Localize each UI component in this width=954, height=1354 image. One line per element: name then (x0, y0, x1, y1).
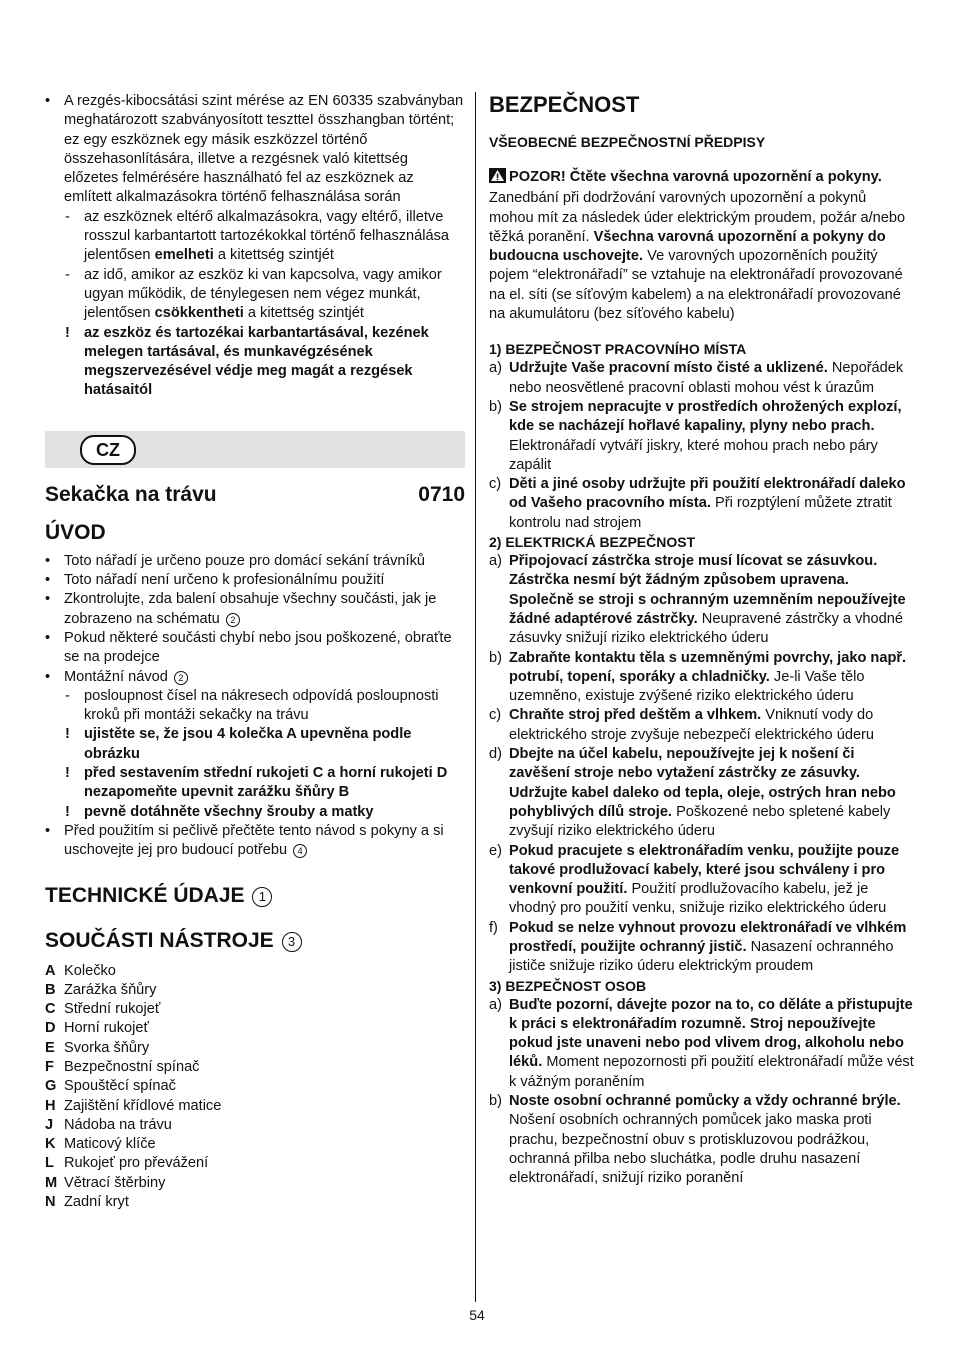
personal-safety-heading: 3) BEZPEČNOST OSOB (489, 977, 647, 994)
assembly-sub: - posloupnost čísel na nákresech odpovídá posloupnosti kroků při montáži sekačky na trávu (65, 687, 439, 724)
assembly-warning: ! ujistěte se, že jsou 4 kolečka A upevněna podle obrázku (65, 726, 412, 762)
part-item: D Horní rukojeť (45, 1020, 149, 1037)
general-warning: POZOR! Čtěte všechna varovná upozornění a pokyny. Zanedbání při dodržování varovných upozornění a pokynů mohou mít za následek úder elektrickým proudem, požár a/nebo těžká poranění. Všechna varovná upozornění a pokyny do budoucna uschovejte. Ve varovných upozorněních použitý pojem “elektronářadí” se vztahuje na elektronářadí provozované na el. síti (se síťovým kabelem) a na elektronářadí provozované na akumulátoru (bez síťového kabelu) (489, 169, 906, 323)
parts-list (45, 962, 465, 1213)
figure-ref: 3 (282, 932, 302, 952)
part-item: A Kolečko (45, 962, 116, 979)
assembly-warning: ! pevně dotáhněte všechny šrouby a matky (65, 803, 374, 820)
intro-bullet: • Zkontrolujte, zda balení obsahuje všechny součásti, jak je zobrazeno na schématu 2 (45, 591, 437, 627)
page-number: 54 (469, 1307, 485, 1323)
part-item: M Větrací štěrbiny (45, 1174, 166, 1191)
part-item: E Svorka šňůry (45, 1039, 150, 1056)
warning-triangle-icon (489, 168, 506, 189)
figure-ref: 1 (252, 887, 272, 907)
language-badge: CZ (80, 435, 136, 465)
parts-heading: SOUČÁSTI NÁSTROJE 3 (45, 928, 465, 954)
part-item: B Zarážka šňůry (45, 981, 157, 998)
safety-item: c) Děti a jiné osoby udržujte při použití elektronářadí daleko od Vašeho pracovního místa. Při rozptýlení můžete ztratit kontrolu nad strojem (489, 476, 906, 531)
product-title-line (45, 482, 465, 508)
part-item: K Maticový klíče (45, 1136, 156, 1153)
vibration-warning: ! az eszköz és tartozékai karbantartásával, kezének melegen tartásával, és munkavégzésének megszervezésével védje meg magát a rezgések hatásaitól (65, 324, 429, 399)
tech-heading: TECHNICKÉ ÚDAJE 1 (45, 883, 465, 909)
figure-ref: 2 (174, 671, 188, 685)
intro-bullet: • Toto nářadí je určeno pouze pro domácí sekání trávníků (45, 552, 426, 569)
vibration-bullet: • A rezgés-kibocsátási szint mérése az EN 60335 szabványban meghatározott szabványosított tesztteI összhangban történt; ez egy eszköznek egy másik eszközzel történő összehasonlítására, illetve a rezgésnek való kitettség előzetes felmérésére használható fel az eszköznek az említett alkalmazásokra történő felhasználása során (45, 93, 464, 206)
part-item: F Bezpečnostní spínač (45, 1058, 200, 1075)
safety-item: f) Pokud se nelze vyhnout provozu elektronářadí ve vlhkém prostředí, použijte ochranný jistič. Nasazení ochranného jističe snižuje riziko úderu elektrickým proudem (489, 919, 907, 975)
right-column (489, 92, 914, 1189)
safety-item: e) Pokud pracujete s elektronářadím venku, použijte pouze takové prodlužovací kabely, které jsou schváleny i pro venkovní použití. Použití prodlužovacího kabelu, jež je vhodný pro použití venku, snižuje riziko elektrického úderu (489, 842, 900, 917)
assembly-warning: ! před sestavením střední rukojeti C a horní rukojeti D nezapomeňte upevnit zarážku šňůry B (65, 765, 448, 801)
safety-item: a) Připojovací zástrčka stroje musí lícovat se zásuvkou. Zástrčka nesmí být žádným způsobem upravena. Společně se stroji s ochranným uzemněním nepoužívejte žádné adaptérové zástrčky. Neupravené zástrčky a vhodné zásuvky snižují riziko elektrického úderu (489, 553, 906, 647)
product-code: 0710 (418, 482, 465, 506)
intro-bullet: • Montážní návod 2 (45, 668, 465, 687)
safety-item: d) Dbejte na účel kabelu, nepoužívejte jej k nošení či zavěšení stroje nebo vytažení zástrčky ze zásuvky. Udržujte kabel daleko od tepla, oleje, ostrých hran nebo pohyblivých dílů stroje. Poškozené nebo spletené kabely zvyšují riziko elektrického úderu (489, 746, 896, 840)
part-item: L Rukojeť pro převážení (45, 1155, 209, 1172)
workplace-safety-heading: 1) BEZPEČNOST PRACOVNÍHO MÍSTA (489, 341, 747, 358)
language-band (45, 431, 465, 468)
safety-item: b) Zabraňte kontaktu těla s uzemněnými povrchy, jako např. potrubí, topení, sporáky a chladničky. Je-li Vaše tělo uzemněno, existuje zvýšené riziko elektrického úderu (489, 649, 907, 705)
vibration-sub-2: - az idő, amikor az eszköz ki van kapcsolva, vagy amikor ugyan működik, de ténylegesen nem végez munkát, jelentősen csökkentheti a kitettség szintjét (65, 266, 442, 322)
column-divider (475, 92, 476, 1302)
safety-item: c) Chraňte stroj před deštěm a vlhkem. Vniknutí vody do elektrického stroje zvyšuje nebezpečí elektrického úderu (489, 707, 875, 743)
part-item: H Zajištění křídlové matice (45, 1097, 222, 1114)
part-item: J Nádoba na trávu (45, 1116, 172, 1133)
part-item: G Spouštěcí spínač (45, 1078, 176, 1095)
safety-item: a) Udržujte Vaše pracovní místo čisté a uklizené. Nepořádek nebo neosvětlené pracovní oblasti mohou vést k úrazům (489, 360, 904, 396)
intro-heading: ÚVOD (45, 520, 106, 544)
general-safety-heading: VŠEOBECNÉ BEZPEČNOSTNÍ PŘEDPISY (489, 134, 766, 150)
electrical-safety-heading: 2) ELEKTRICKÁ BEZPEČNOST (489, 534, 696, 551)
figure-ref: 4 (293, 844, 307, 858)
safety-heading: BEZPEČNOST (489, 92, 640, 117)
safety-item: b) Se strojem nepracujte v prostředích ohrožených explozí, kde se nacházejí hořlavé kapaliny, plyny nebo prach. Elektronářadí vytváří jiskry, které mohou prach nebo páry zapálit (489, 398, 902, 473)
product-title: Sekačka na trávu (45, 482, 217, 506)
safety-item: a) Buďte pozorní, dávejte pozor na to, co děláte a přistupujte k práci s elektronářadím rozumně. Stroj nepoužívejte pokud jste unaveni nebo pod vlivem drog, alkoholu nebo léků. Moment nepozornosti při použití elektronářadí může vést k vážným poraněním (489, 996, 914, 1090)
intro-bullet: • Před použitím si pečlivě přečtěte tento návod s pokyny a si uschovejte jej pro budoucí potřebu 4 (45, 822, 444, 859)
left-column (45, 92, 465, 1212)
safety-item: b) Noste osobní ochranné pomůcky a vždy ochranné brýle. Nošení osobních ochranných pomůcek jako maska proti prachu, bezpečnostní obuv s protiskluzovou podrážkou, ochranná přilba nebo sluchátka, podle druhu nasazení elektronářadí, snižují riziko poranění (489, 1093, 901, 1187)
intro-bullet: • Toto nářadí není určeno k profesionálnímu použití (45, 572, 385, 589)
part-item: N Zadní kryt (45, 1194, 129, 1211)
intro-bullet: • Pokud některé součásti chybí nebo jsou poškozené, obraťte se na prodejce (45, 629, 452, 666)
part-item: C Střední rukojeť (45, 1001, 161, 1018)
figure-ref: 2 (226, 613, 240, 627)
vibration-sub-1: - az eszköznek eltérő alkalmazásokra, vagy eltérő, illetve rosszul karbantartott tartozékokkal történő felhasználása jelentősen emelheti a kitettség szintjét (65, 208, 450, 264)
